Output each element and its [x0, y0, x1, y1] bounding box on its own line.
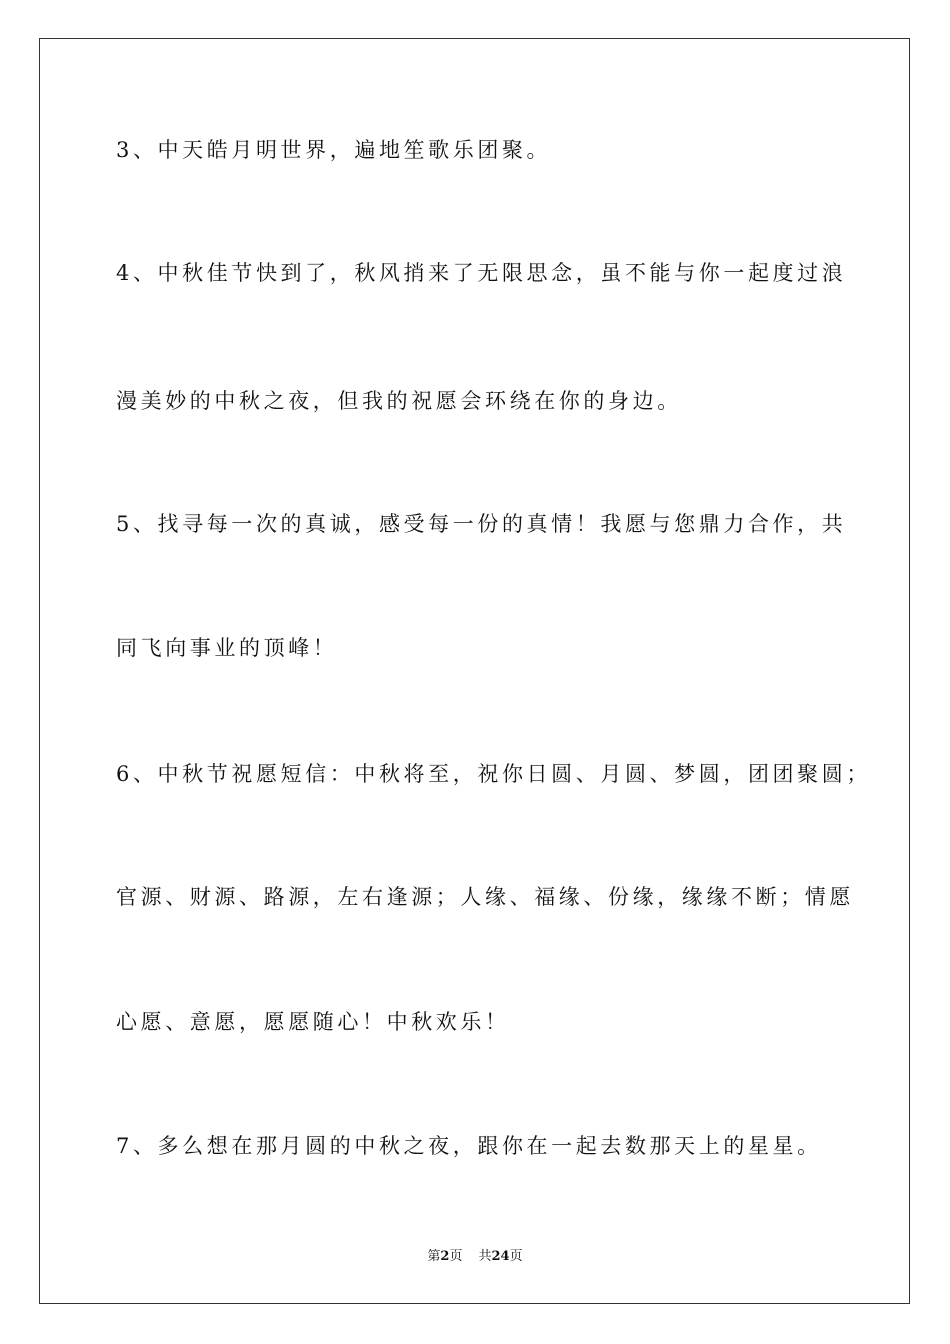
text-line-6: 6、中秋节祝愿短信：中秋将至，祝你日圆、月圆、梦圆，团团聚圆；: [116, 762, 871, 786]
text-line-4: 5、找寻每一次的真诚，感受每一份的真情！我愿与您鼎力合作，共: [116, 512, 847, 536]
text-line-3: 漫美妙的中秋之夜，但我的祝愿会环绕在你的身边。: [116, 389, 682, 413]
page-footer: [0, 1248, 950, 1266]
text-line-5: 同飞向事业的顶峰！: [116, 636, 338, 660]
page-number: 2: [440, 1249, 450, 1264]
text-line-2: 4、中秋佳节快到了，秋风捎来了无限思念，虽不能与你一起度过浪: [116, 261, 847, 285]
page-suffix: 页: [449, 1249, 463, 1264]
total-pages: 24: [491, 1249, 510, 1264]
total-prefix: 共: [478, 1249, 492, 1264]
text-line-9: 7、多么想在那月圆的中秋之夜，跟你在一起去数那天上的星星。: [116, 1134, 822, 1158]
total-suffix: 页: [509, 1249, 523, 1264]
page-frame: [39, 38, 910, 1304]
text-line-8: 心愿、意愿，愿愿随心！中秋欢乐！: [116, 1010, 510, 1034]
text-line-1: 3、中天皓月明世界，遍地笙歌乐团聚。: [116, 138, 552, 162]
text-line-7: 官源、财源、路源，左右逢源；人缘、福缘、份缘，缘缘不断；情愿: [116, 885, 854, 909]
page-prefix: 第: [427, 1249, 441, 1264]
